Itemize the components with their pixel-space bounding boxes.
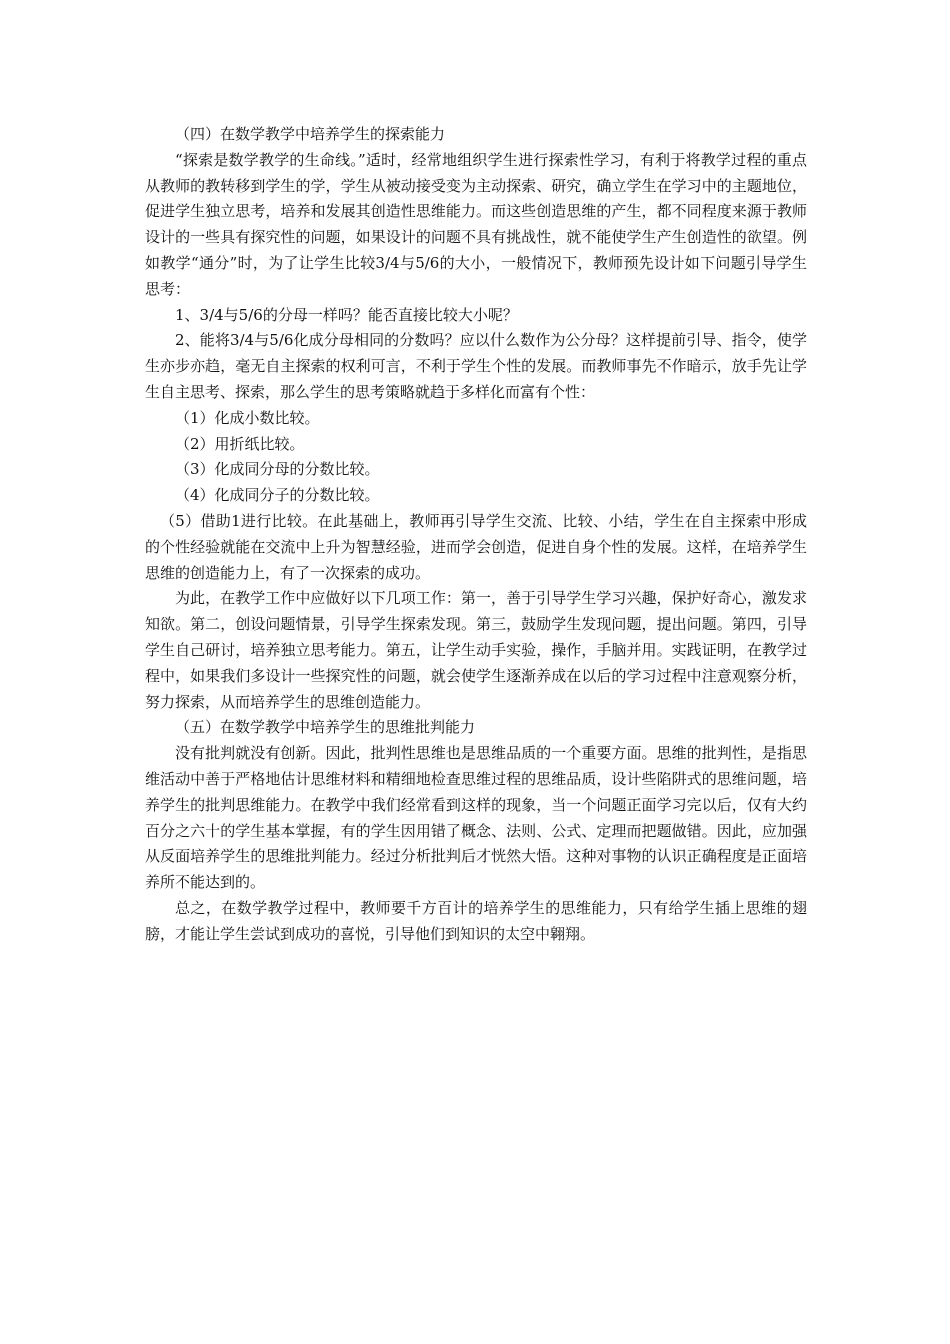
body-paragraph: “探索是数学教学的生命线。”适时，经常地组织学生进行探索性学习，有利于将教学过程的重点从教师的教转移到学生的学，学生从被动接受变为主动探索、研究，确立学生在学习中的主题地位，促进学生独立思考，培养和发展其创造性思维能力。而这些创造思维的产生，都不同程度来源于教师设计的一些具有探究性的问题，如果设计的问题不具有挑战性，就不能使学生产生创造性的欲望。例如教学“通分”时，为了让学生比较3/4与5/6的大小，一般情况下，教师预先设计如下问题引导学生思考：	[145, 150, 807, 298]
strategy-item-1: （1）化成小数比较。	[175, 408, 320, 427]
conclusion-paragraph: 总之，在数学教学过程中，教师要千方百计的培养学生的思维能力，只有给学生插上思维的翅膀，才能让学生尝试到成功的喜悦，引导他们到知识的太空中翱翔。	[145, 898, 807, 943]
strategy-item-3: （3）化成同分母的分数比较。	[175, 460, 380, 479]
question-item-2: 2、能将3/4与5/6化成分母相同的分数吗？应以什么数作为公分母？这样提前引导、指令，使学生亦步亦趋，毫无自主探索的权利可言，不利于学生个性的发展。而教师事先不作暗示，放手先让学生自主思考、探索，那么学生的思考策略就趋于多样化而富有个性：	[145, 331, 807, 401]
body-paragraph: 没有批判就没有创新。因此，批判性思维也是思维品质的一个重要方面。思维的批判性，是指思维活动中善于严格地估计思维材料和精细地检查思维过程的思维品质，设计些陷阱式的思维问题，培养学生的批判思维能力。在教学中我们经常看到这样的现象，当一个问题正面学习完以后，仅有大约百分之六十的学生基本掌握，有的学生因用错了概念、法则、公式、定理而把题做错。因此，应加强从反面培养学生的思维批判能力。经过分析批判后才恍然大悟。这种对事物的认识正确程度是正面培养所不能达到的。	[145, 744, 807, 892]
question-item-1: 1、3/4与5/6的分母一样吗？能否直接比较大小呢？	[175, 305, 518, 324]
body-paragraph: 为此，在教学工作中应做好以下几项工作：第一，善于引导学生学习兴趣，保护好奇心，激发求知欲。第二，创设问题情景，引导学生探索发现。第三，鼓励学生发现问题，提出问题。第四，引导学生自己研讨，培养独立思考能力。第五，让学生动手实验，操作，手脑并用。实践证明，在教学过程中，如果我们多设计一些探究性的问题，就会使学生逐渐养成在以后的学习过程中注意观察分析，努力探索，从而培养学生的思维创造能力。	[145, 589, 807, 711]
document-body	[145, 122, 807, 948]
section-heading-5: （五）在数学教学中培养学生的思维批判能力	[175, 718, 476, 737]
strategy-item-2: （2）用折纸比较。	[175, 434, 305, 453]
strategy-item-5: （5）借助1进行比较。在此基础上，教师再引导学生交流、比较、小结，学生在自主探索中形成的个性经验就能在交流中上升为智慧经验，进而学会创造，促进自身个性的发展。这样，在培养学生思维的创造能力上，有了一次探索的成功。	[145, 511, 807, 582]
section-heading-4: （四）在数学教学中培养学生的探索能力	[175, 125, 446, 143]
strategy-item-4: （4）化成同分子的分数比较。	[175, 486, 380, 505]
